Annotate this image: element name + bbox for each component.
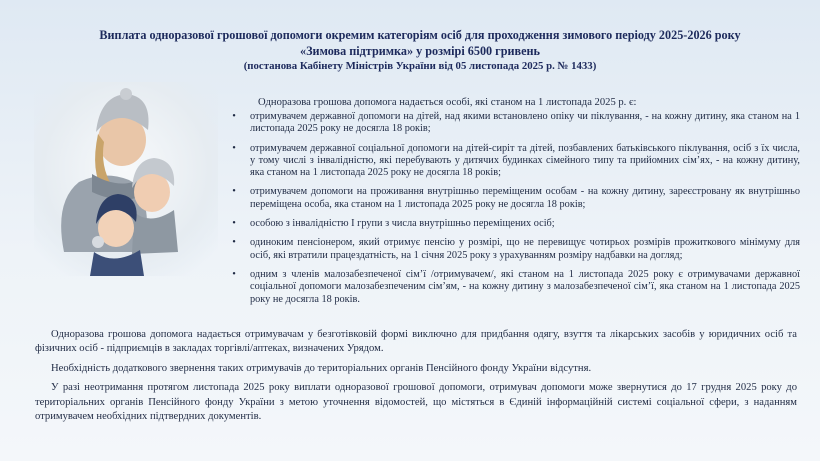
info-paragraphs xyxy=(35,328,797,429)
list-item-text: одним з членів малозабезпеченої сім’ї /отримувачем/, які станом на 1 листопада 2025 року є отримувачами державної соціальної допомоги малозабезпеченим сім’ям, - на кожну дитину з малозабезпеченої сім’ї, яка станом на 1 листопада 2025 року не досягла 18 років. xyxy=(250,268,800,305)
bullet-icon: • xyxy=(232,268,236,280)
title-line-3: (постанова Кабінету Міністрів України від 05 листопада 2025 р. № 1433) xyxy=(243,60,597,72)
list-item xyxy=(228,237,800,262)
list-item-text: отримувачем державної допомоги на дітей, над якими встановлено опіку чи піклування, - на кожну дитину, яка станом на 1 листопада 2025 року не досягла 18 років; xyxy=(250,111,800,135)
paragraph-no-application: Необхідність додаткового звернення таких отримувачів до територіальних органів Пенсійного фонду України відсутня. xyxy=(51,362,592,374)
list-item xyxy=(228,111,800,136)
bullet-icon: • xyxy=(232,186,236,198)
bullet-icon: • xyxy=(232,111,236,122)
list-item-text: особою з інвалідністю І групи з числа внутрішньо переміщених осіб; xyxy=(250,218,555,230)
eligibility-list xyxy=(228,111,800,313)
list-item xyxy=(228,269,800,306)
bullet-icon: • xyxy=(232,237,236,249)
list-item-text: одиноким пенсіонером, який отримує пенсію у розмірі, що не перевищує чотирьох розмірів прожиткового мінімуму для осіб, які втратили працездатність, на 1 січня 2025 року з урахуванням розміру надбавки на догляд; xyxy=(250,237,800,261)
title-line-2: «Зимова підтримка» у розмірі 6500 гривень xyxy=(300,44,540,58)
page-title xyxy=(40,27,800,73)
bullet-icon: • xyxy=(232,218,236,230)
bullet-icon: • xyxy=(232,142,236,154)
paragraph-payment-form: Одноразова грошова допомога надається отримувачам у безготівковій формі виключно для придбання одягу, взуття та лікарських засобів у юридичних осіб та фізичних осіб - підприємців в закладах торгівлі/аптеках, визначених Урядом. xyxy=(35,329,797,355)
intro-text: Одноразова грошова допомога надається особі, які станом на 1 листопада 2025 р. є: xyxy=(258,97,637,108)
paragraph-deadline: У разі неотримання протягом листопада 2025 року виплати одноразової грошової допомоги, отримувач допомоги може звернутися до 17 грудня 2025 року до територіальних органів Пенсійного фонду України з метою уточнення відомостей, що містяться в Єдиній інформаційній системі соціальної сфери, з наданням отримувачем необхідних підтвердних документів. xyxy=(35,382,797,423)
list-item xyxy=(228,218,800,230)
list-item xyxy=(228,186,800,211)
family-winter-photo xyxy=(34,82,218,276)
list-item-text: отримувачем допомоги на проживання внутрішньо переміщеним особам - на кожну дитину, зареєстровану як внутрішньо переміщена особа, яка станом на 1 листопада 2025 року не досягла 18 років; xyxy=(250,186,800,210)
list-item xyxy=(228,143,800,180)
title-line-1: Виплата одноразової грошової допомоги окремим категоріям осіб для проходження зимового періоду 2025-2026 року xyxy=(99,28,741,42)
list-item-text: отримувачем державної соціальної допомоги на дітей-сиріт та дітей, позбавлених батьківського піклування, осіб з їх числа, у тому числі з інвалідністю, які перебувають у дитячих будинках сімейного типу та прийомних сім’ях, - на кожну дитину, яка станом на 1 листопада 2025 року не досягла 18 років; xyxy=(250,142,800,179)
